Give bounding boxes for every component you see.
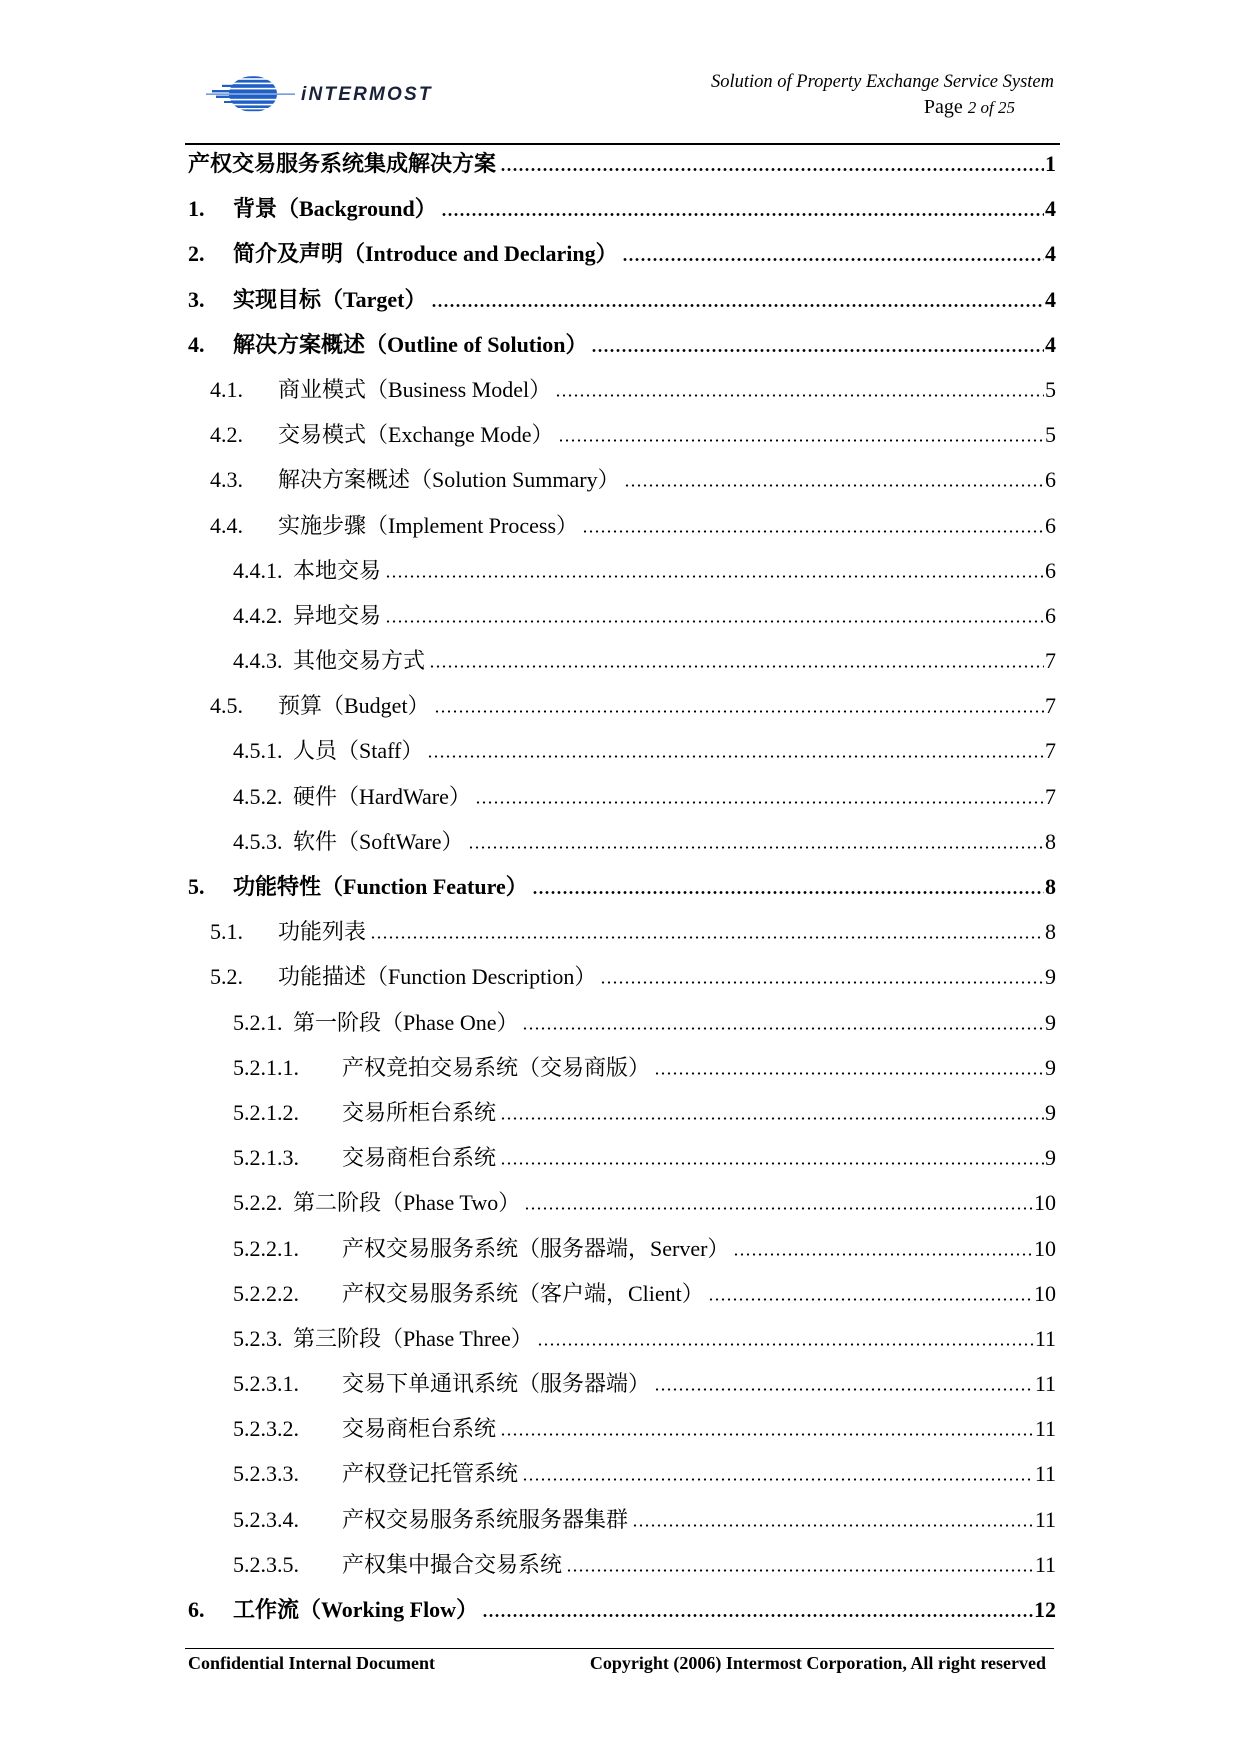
logo-wordmark: iNTERMOST	[301, 84, 433, 105]
toc-entry-number: 5.2.	[210, 964, 243, 990]
toc-dot-leader	[532, 891, 1044, 894]
toc-entry-title: 第二阶段（Phase Two）	[293, 1190, 521, 1216]
toc-entry-number: 5.2.1.2.	[233, 1099, 299, 1125]
toc-entry[interactable]	[188, 1587, 1056, 1632]
toc-entry-title: 其他交易方式	[293, 648, 426, 674]
toc-entry[interactable]	[188, 638, 1056, 683]
toc-entry[interactable]	[188, 1406, 1056, 1451]
toc-dot-leader	[555, 394, 1044, 397]
footer-rule	[185, 1648, 1054, 1649]
toc-entry[interactable]	[188, 503, 1056, 548]
toc-dot-leader	[429, 665, 1044, 668]
toc-entry[interactable]	[188, 954, 1056, 999]
toc-entry-title: 异地交易	[293, 602, 382, 628]
toc-entry-page: 7	[1045, 648, 1056, 674]
toc-entry[interactable]	[188, 1180, 1056, 1225]
toc-entry[interactable]	[188, 819, 1056, 864]
toc-entry[interactable]	[188, 412, 1056, 457]
toc-entry[interactable]	[188, 231, 1056, 276]
toc-entry-title: 简介及声明（Introduce and Declaring）	[233, 241, 618, 267]
toc-entry-number: 4.3.	[210, 467, 243, 493]
toc-entry[interactable]	[188, 1271, 1056, 1316]
toc-entry-number: 5.2.2.1.	[233, 1235, 299, 1261]
toc-entry-number: 4.5.2.	[233, 783, 283, 809]
toc-entry-page: 4	[1045, 196, 1056, 222]
toc-entry-title: 交易下单通讯系统（服务器端）	[342, 1371, 651, 1397]
toc-entry[interactable]	[188, 186, 1056, 231]
toc-entry-title: 产权竞拍交易系统（交易商版）	[342, 1054, 651, 1080]
toc-entry-number: 4.	[188, 331, 205, 357]
toc-entry-number: 4.4.2.	[233, 602, 283, 628]
toc-entry-page: 9	[1045, 1054, 1056, 1080]
toc-entry-number: 5.2.2.2.	[233, 1280, 299, 1306]
toc-dot-leader	[500, 1117, 1044, 1120]
document-title: Solution of Property Exchange Service System	[711, 72, 1054, 92]
toc-entry[interactable]	[188, 1361, 1056, 1406]
toc-entry-title: 交易商柜台系统	[342, 1145, 497, 1171]
toc-entry-title: 产权交易服务系统（客户端，Client）	[342, 1280, 704, 1306]
toc-entry-page: 11	[1034, 1325, 1056, 1351]
toc-entry-page: 11	[1034, 1371, 1056, 1397]
toc-entry-title: 功能列表	[278, 919, 367, 945]
toc-dot-leader	[624, 484, 1044, 487]
toc-dot-leader	[475, 801, 1044, 804]
toc-entry-number: 5.1.	[210, 919, 243, 945]
toc-entry[interactable]	[188, 1497, 1056, 1542]
page-number: 2 of 25	[967, 98, 1015, 117]
toc-entry-page: 8	[1045, 919, 1056, 945]
toc-entry-title: 工作流（Working Flow）	[233, 1597, 479, 1622]
toc-entry[interactable]	[188, 141, 1056, 186]
toc-entry-page: 7	[1045, 693, 1056, 719]
toc-entry-number: 5.2.3.	[233, 1325, 283, 1351]
toc-entry-number: 1.	[188, 196, 205, 222]
toc-entry-title: 商业模式（Business Model）	[278, 376, 552, 402]
toc-entry-page: 6	[1045, 557, 1056, 583]
toc-entry-number: 4.4.3.	[233, 648, 283, 674]
toc-entry[interactable]	[188, 728, 1056, 773]
toc-entry-title: 实施步骤（Implement Process）	[278, 512, 579, 538]
toc-entry-number: 6.	[188, 1597, 205, 1622]
company-logo	[206, 74, 456, 114]
toc-entry-title: 功能特性（Function Feature）	[233, 874, 528, 899]
toc-dot-leader	[632, 1524, 1034, 1527]
toc-dot-leader	[441, 213, 1044, 216]
toc-entry-page: 7	[1045, 738, 1056, 764]
toc-entry[interactable]	[188, 1451, 1056, 1496]
toc-entry-title: 交易所柜台系统	[342, 1099, 497, 1125]
toc-entry-page: 8	[1045, 874, 1056, 899]
toc-entry[interactable]	[188, 1090, 1056, 1135]
header-rule	[185, 143, 1060, 145]
toc-entry-page: 6	[1045, 512, 1056, 538]
toc-entry-title: 人员（Staff）	[293, 738, 424, 764]
toc-entry-title: 交易商柜台系统	[342, 1416, 497, 1442]
toc-entry-number: 5.	[188, 874, 205, 899]
toc-dot-leader	[654, 1072, 1044, 1075]
toc-entry[interactable]	[188, 548, 1056, 593]
toc-dot-leader	[500, 168, 1044, 171]
toc-entry-page: 4	[1045, 331, 1056, 357]
toc-entry-number: 5.2.3.2.	[233, 1416, 299, 1442]
toc-dot-leader	[582, 530, 1044, 533]
toc-dot-leader	[500, 1433, 1034, 1436]
toc-entry-number: 4.4.	[210, 512, 243, 538]
toc-entry-title: 预算（Budget）	[278, 693, 430, 719]
toc-entry[interactable]	[188, 277, 1056, 322]
toc-entry[interactable]	[188, 1316, 1056, 1361]
toc-entry[interactable]	[188, 367, 1056, 412]
toc-entry-number: 5.2.1.3.	[233, 1145, 299, 1171]
toc-dot-leader	[370, 936, 1044, 939]
toc-entry[interactable]	[188, 593, 1056, 638]
page-indicator	[924, 95, 1015, 121]
toc-entry-page: 10	[1034, 1235, 1056, 1261]
toc-entry-title: 产权交易服务系统集成解决方案	[188, 151, 497, 176]
toc-entry-page: 11	[1034, 1416, 1056, 1442]
toc-entry-page: 9	[1045, 1099, 1056, 1125]
toc-entry-page: 10	[1034, 1190, 1056, 1216]
toc-entry-number: 5.2.3.3.	[233, 1461, 299, 1487]
toc-entry[interactable]	[188, 864, 1056, 909]
toc-entry-page: 11	[1034, 1461, 1056, 1487]
toc-dot-leader	[654, 1388, 1034, 1391]
toc-entry-page: 10	[1034, 1280, 1056, 1306]
toc-entry-page: 8	[1045, 828, 1056, 854]
toc-entry-title: 第三阶段（Phase Three）	[293, 1325, 533, 1351]
toc-entry-number: 4.5.3.	[233, 828, 283, 854]
toc-entry[interactable]	[188, 322, 1056, 367]
toc-entry-number: 4.1.	[210, 376, 243, 402]
toc-dot-leader	[524, 1207, 1033, 1210]
toc-entry-title: 实现目标（Target）	[233, 286, 427, 312]
toc-entry-title: 第一阶段（Phase One）	[293, 1009, 519, 1035]
toc-entry-number: 4.2.	[210, 422, 243, 448]
toc-dot-leader	[600, 981, 1044, 984]
toc-entry[interactable]	[188, 909, 1056, 954]
toc-dot-leader	[385, 620, 1044, 623]
toc-dot-leader	[522, 1027, 1044, 1030]
toc-entry-number: 5.2.3.4.	[233, 1506, 299, 1532]
toc-dot-leader	[385, 575, 1044, 578]
toc-entry-page: 5	[1045, 422, 1056, 448]
toc-entry-number: 2.	[188, 241, 205, 267]
toc-entry[interactable]	[188, 1045, 1056, 1090]
toc-entry-title: 解决方案概述（Solution Summary）	[278, 467, 620, 493]
toc-entry-number: 4.5.1.	[233, 738, 283, 764]
toc-dot-leader	[431, 304, 1044, 307]
toc-entry-title: 软件（SoftWare）	[293, 828, 464, 854]
page-label: Page	[923, 96, 963, 118]
toc-entry-number: 4.4.1.	[233, 557, 283, 583]
toc-entry-number: 5.2.1.1.	[233, 1054, 299, 1080]
toc-entry-number: 3.	[188, 286, 205, 312]
table-of-contents	[188, 141, 1056, 1632]
toc-entry-page: 4	[1045, 286, 1056, 312]
toc-entry-page: 9	[1045, 1145, 1056, 1171]
toc-entry-title: 解决方案概述（Outline of Solution）	[233, 331, 588, 357]
toc-dot-leader	[558, 439, 1044, 442]
toc-entry-page: 6	[1045, 602, 1056, 628]
toc-dot-leader	[522, 1478, 1034, 1481]
toc-dot-leader	[500, 1162, 1044, 1165]
toc-entry-page: 11	[1034, 1506, 1056, 1532]
toc-entry-number: 4.5.	[210, 693, 243, 719]
toc-entry[interactable]	[188, 1542, 1056, 1587]
toc-dot-leader	[468, 846, 1044, 849]
toc-entry-page: 12	[1034, 1597, 1056, 1622]
toc-entry[interactable]	[188, 457, 1056, 502]
toc-entry-title: 交易模式（Exchange Mode）	[278, 422, 554, 448]
toc-entry-number: 5.2.1.	[233, 1009, 283, 1035]
toc-dot-leader	[482, 1614, 1033, 1617]
toc-entry-number: 5.2.2.	[233, 1190, 283, 1216]
toc-dot-leader	[566, 1569, 1034, 1572]
footer-copyright: Copyright (2006) Intermost Corporation, All right reserved	[589, 1653, 1046, 1673]
toc-entry-title: 功能描述（Function Description）	[278, 964, 597, 990]
toc-entry-title: 背景（Background）	[233, 196, 437, 222]
footer-confidential: Confidential Internal Document	[188, 1653, 435, 1673]
toc-entry-page: 7	[1045, 783, 1056, 809]
toc-entry[interactable]	[188, 774, 1056, 819]
toc-dot-leader	[434, 710, 1044, 713]
toc-entry-number: 5.2.3.5.	[233, 1551, 299, 1577]
toc-entry-title: 本地交易	[293, 557, 382, 583]
toc-entry-title: 产权交易服务系统服务器集群	[342, 1506, 629, 1532]
toc-dot-leader	[622, 258, 1044, 261]
toc-entry-title: 产权集中撮合交易系统	[342, 1551, 563, 1577]
toc-dot-leader	[591, 349, 1044, 352]
toc-entry[interactable]	[188, 1000, 1056, 1045]
toc-dot-leader	[733, 1253, 1033, 1256]
globe-logo-icon	[206, 74, 296, 114]
toc-entry[interactable]	[188, 1135, 1056, 1180]
toc-dot-leader	[427, 755, 1044, 758]
toc-entry[interactable]	[188, 1226, 1056, 1271]
toc-entry-page: 5	[1045, 376, 1056, 402]
toc-entry-page: 9	[1045, 1009, 1056, 1035]
toc-dot-leader	[708, 1298, 1033, 1301]
toc-entry-page: 4	[1045, 241, 1056, 267]
toc-dot-leader	[537, 1343, 1034, 1346]
toc-entry-page: 6	[1045, 467, 1056, 493]
toc-entry-number: 5.2.3.1.	[233, 1371, 299, 1397]
toc-entry-title: 硬件（HardWare）	[293, 783, 471, 809]
toc-entry-page: 1	[1045, 151, 1056, 176]
toc-entry-title: 产权交易服务系统（服务器端，Server）	[342, 1235, 730, 1261]
toc-entry-page: 11	[1034, 1551, 1056, 1577]
toc-entry-page: 9	[1045, 964, 1056, 990]
toc-entry-title: 产权登记托管系统	[342, 1461, 519, 1487]
toc-entry[interactable]	[188, 683, 1056, 728]
